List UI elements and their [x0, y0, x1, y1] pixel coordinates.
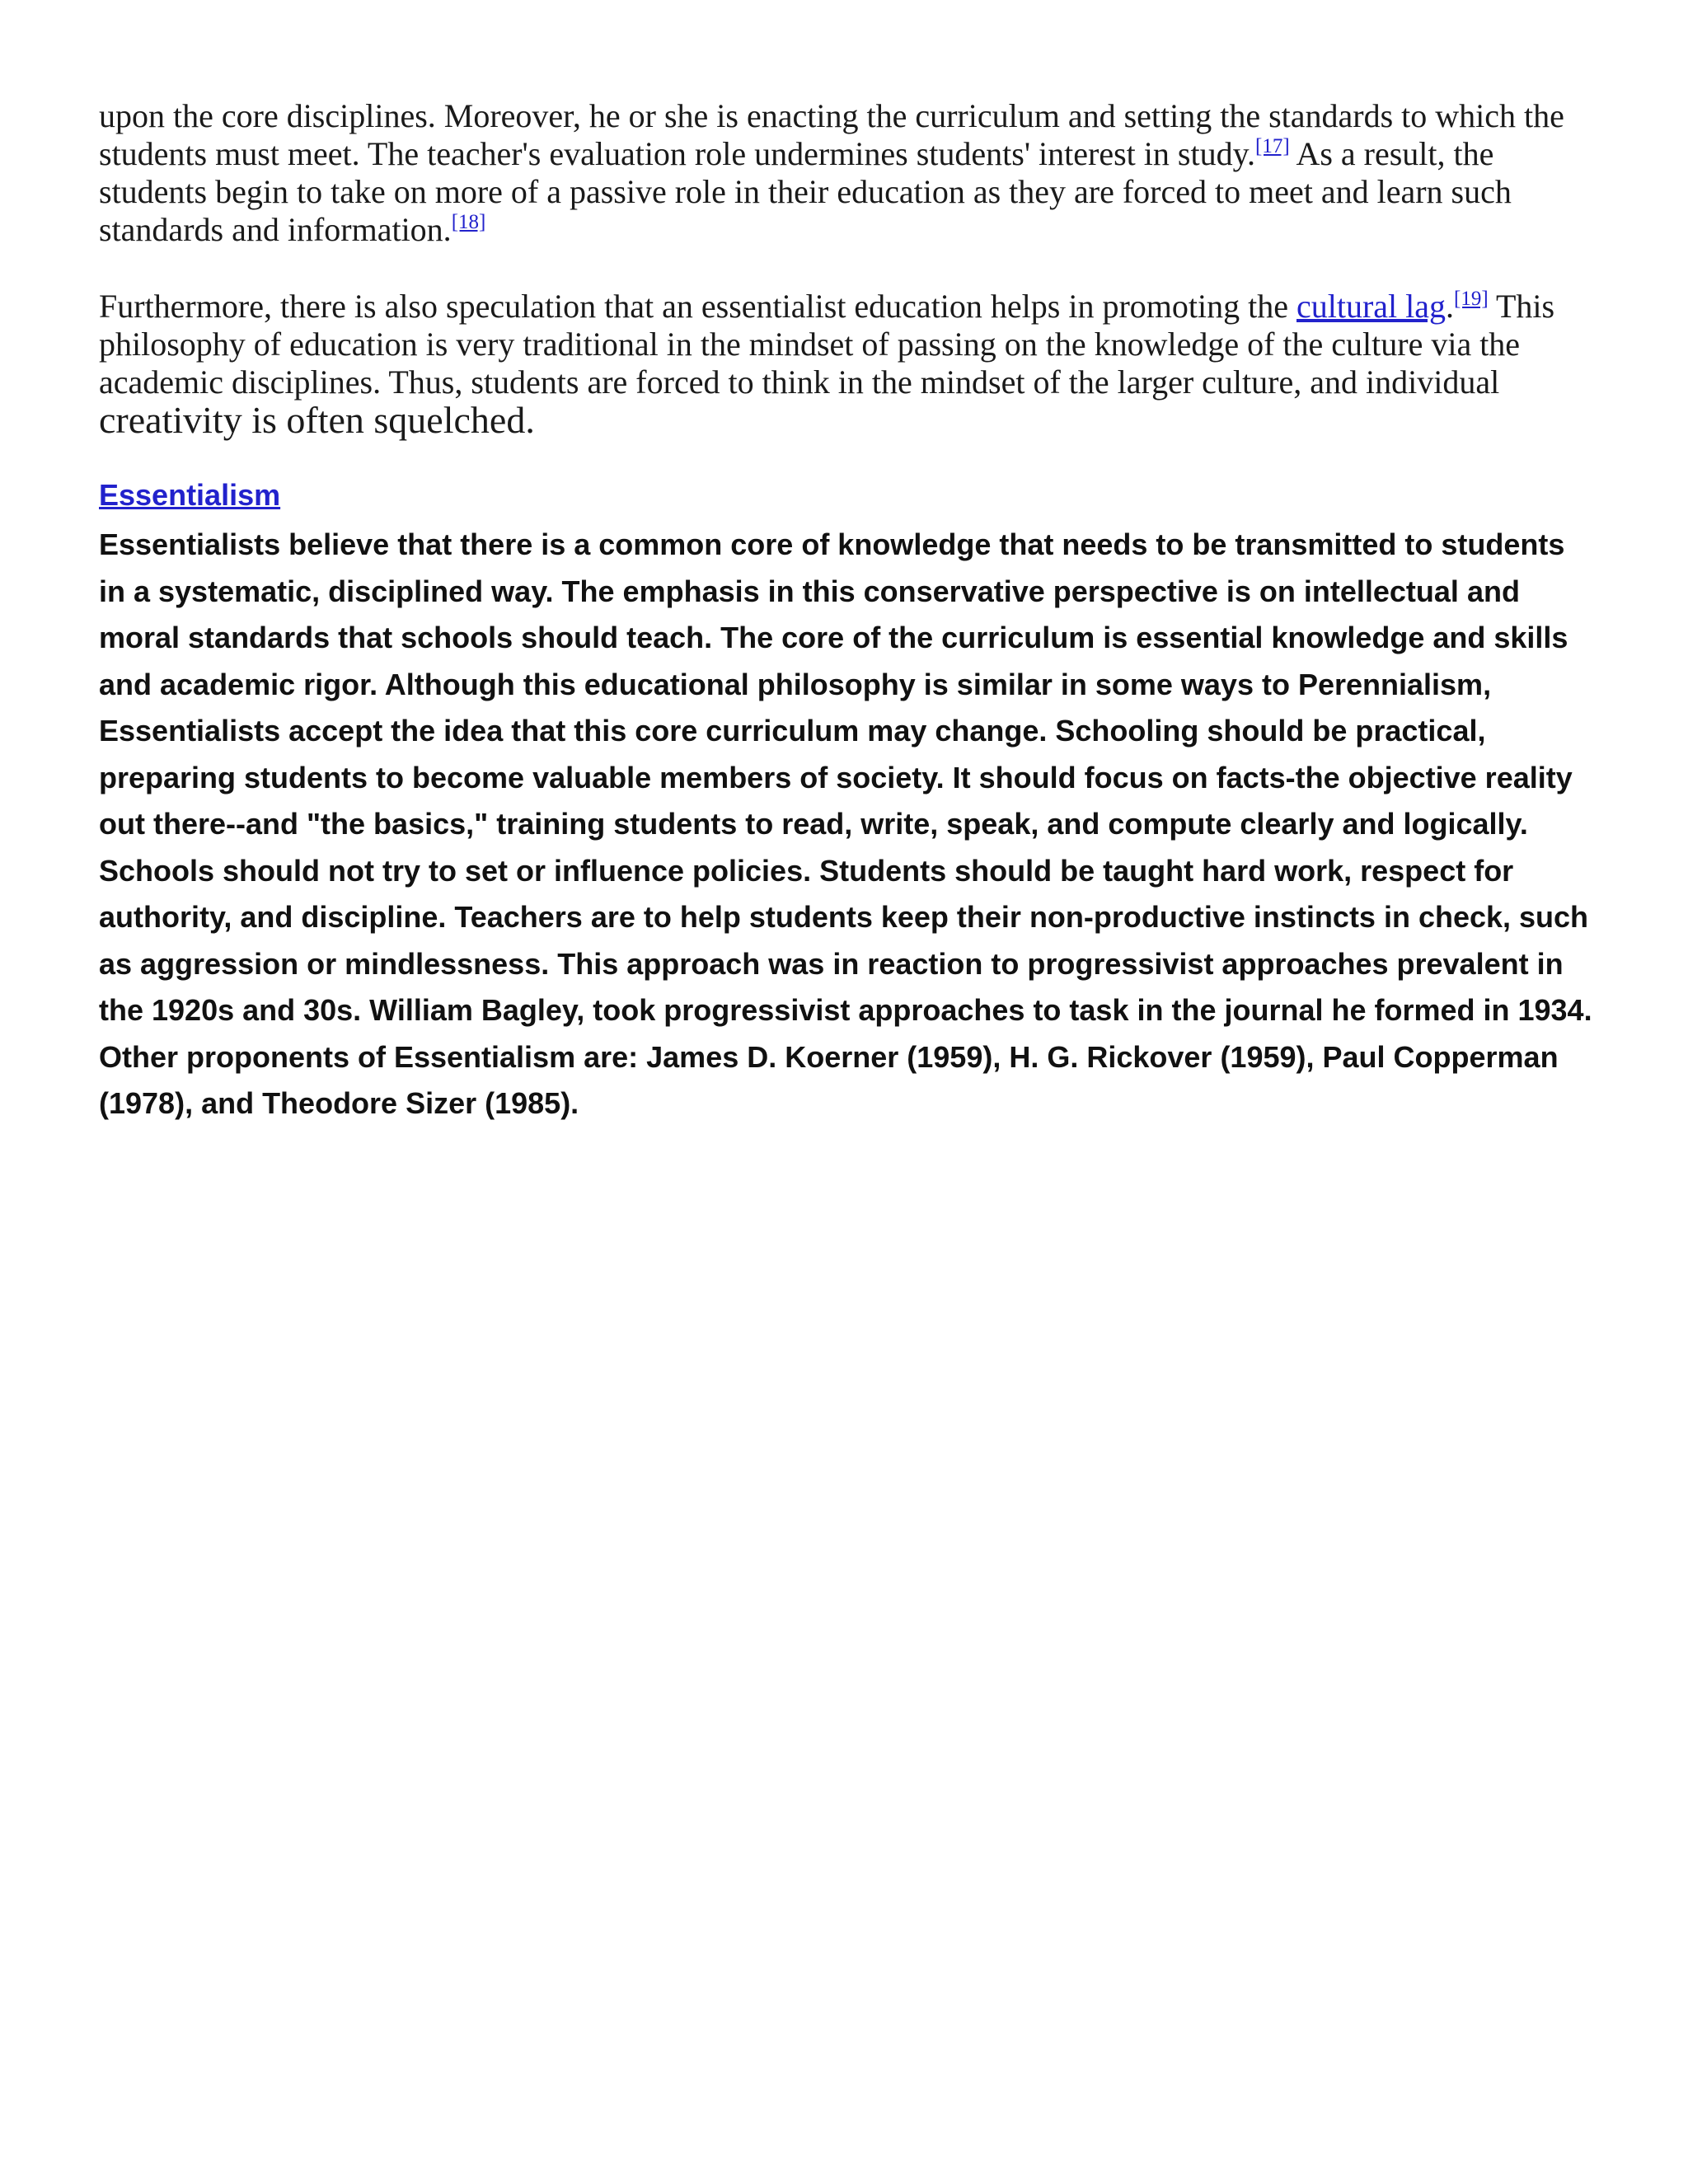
- essentialism-body: Essentialists believe that there is a common core of knowledge that needs to be transmitted to students in a systematic, disciplined way. The emphasis in this conservative perspective is on intellectual and moral standards that schools should teach. The core of the curriculum is essential knowledge and skills and academic rigor. Although this educational philosophy is similar in some ways to Perennialism, Essentialists accept the idea that this core curriculum may change. Schooling should be practical, preparing students to become valuable members of society. It should focus on facts-the objective reality out there--and "the basics," training students to read, write, speak, and compute clearly and logically. Schools should not try to set or influence policies. Students should be taught hard work, respect for authority, and discipline. Teachers are to help students keep their non-productive instincts in check, such as aggression or mindlessness. This approach was in reaction to progressivist approaches prevalent in the 1920s and 30s. William Bagley, took progressivist approaches to task in the journal he formed in 1934. Other proponents of Essentialism are: James D. Koerner (1959), H. G. Rickover (1959), Paul Copperman (1978), and Theodore Sizer (1985).: [99, 527, 1592, 1120]
- essentialism-heading: [99, 477, 1599, 513]
- paragraph-2-text-c: This philosophy of education is very traditional in the mindset of passing on the knowledge of the culture via the academic disciplines. Thus, students are forced to think in the mindset of the larger culture, and individual: [99, 288, 1555, 401]
- paragraph-cultural-lag: [99, 288, 1599, 441]
- paragraph-2-text-a: Furthermore, there is also speculation that an essentialist education helps in promoting the: [99, 288, 1296, 325]
- footnote-link-18[interactable]: [18]: [451, 211, 486, 233]
- paragraph-2-text-b: .: [1446, 288, 1455, 325]
- paragraph-1-text-a: upon the core disciplines. Moreover, he or she is enacting the curriculum and setting the standards to which the students must meet. The teacher's evaluation role undermines students' interest in study.: [99, 97, 1564, 172]
- essentialism-heading-link[interactable]: Essentialism: [99, 478, 281, 512]
- paragraph-1-text-b: As a result, the students begin to take on more of a passive role in their education as they are forced to meet and learn such standards and information.: [99, 135, 1512, 248]
- paragraph-teacher-evaluation: [99, 97, 1599, 249]
- footnote-link-19[interactable]: [19]: [1454, 288, 1489, 310]
- cultural-lag-link[interactable]: cultural lag: [1296, 288, 1447, 325]
- footnote-link-17[interactable]: [17]: [1255, 135, 1290, 157]
- paragraph-2-tail: creativity is often squelched.: [99, 399, 535, 441]
- document-page: [99, 97, 1599, 1127]
